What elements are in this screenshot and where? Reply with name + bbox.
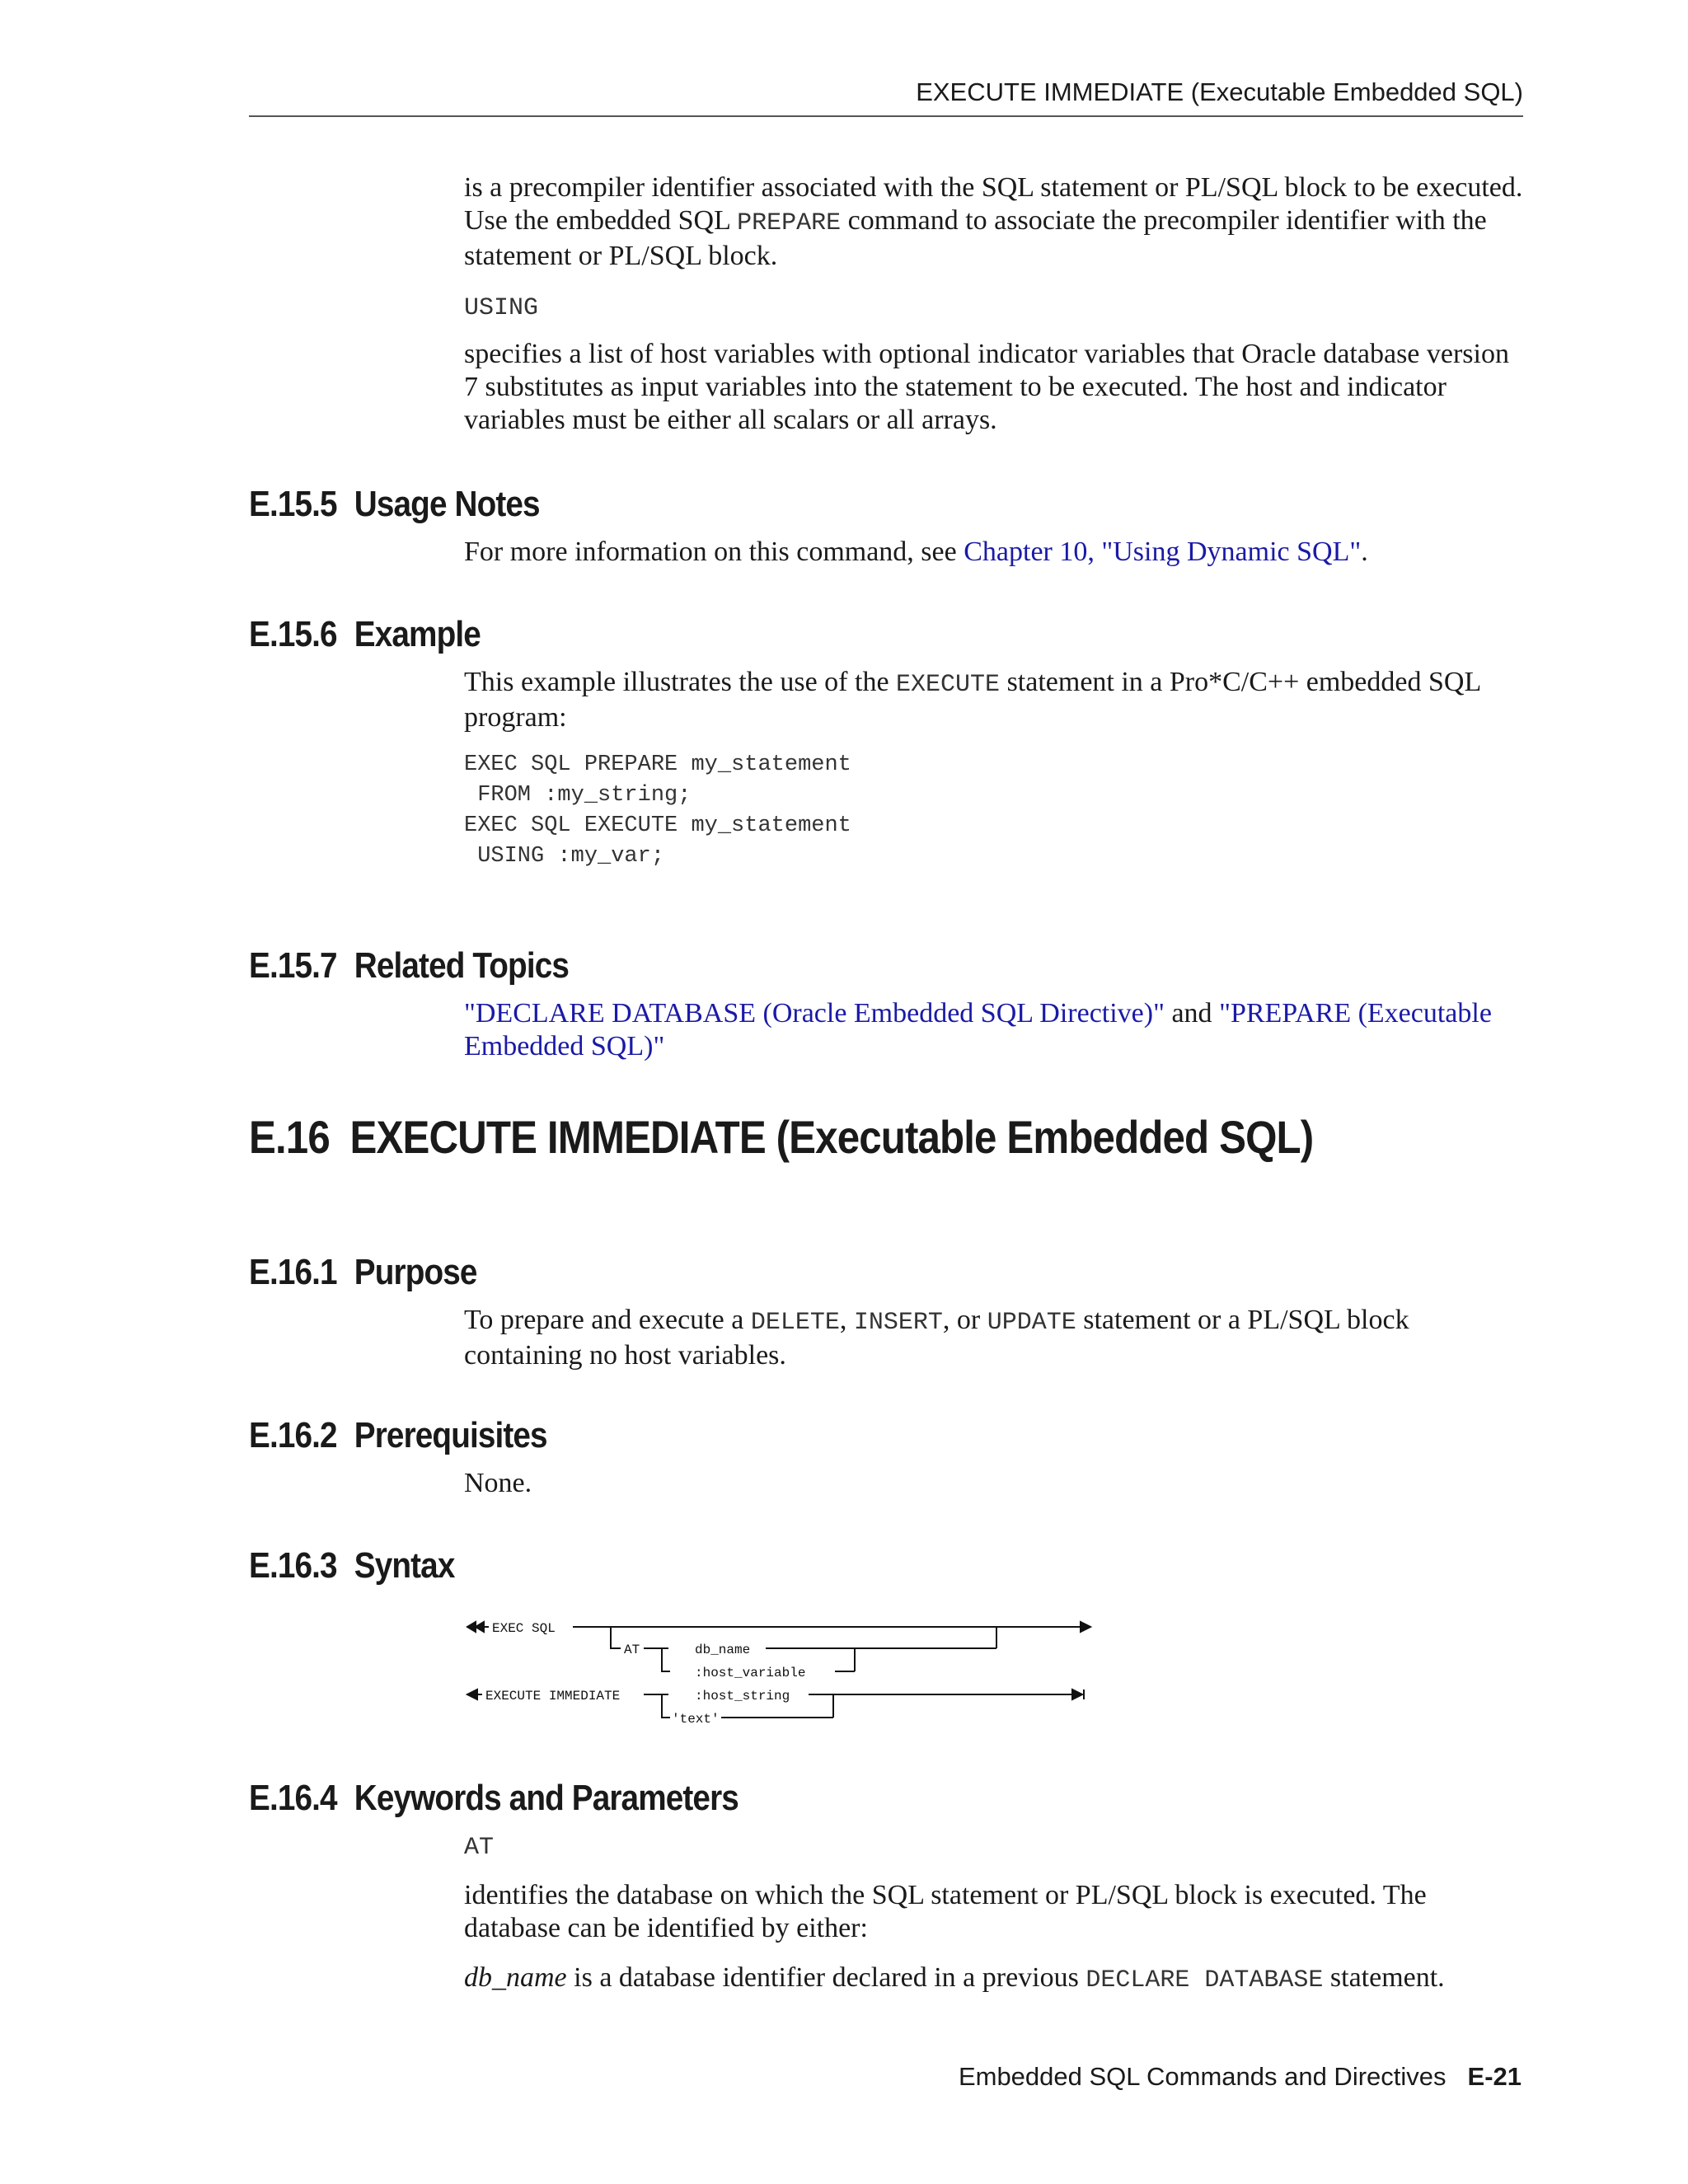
section-heading-keywords: E.16.4 Keywords and Parameters [249,1778,738,1818]
at-description: identifies the database on which the SQL statement or PL/SQL block is executed. The database can be identified by either: [464,1880,1427,1943]
footer-title: Embedded SQL Commands and Directives [958,2062,1447,2091]
execute-keyword: EXECUTE [896,671,1001,699]
text-literal-param: 'text' [672,1712,720,1727]
section-heading-related-topics: E.15.7 Related Topics [249,945,570,986]
host-variable-param: :host_variable [695,1666,806,1680]
related-topics-paragraph: "DECLARE DATABASE (Oracle Embedded SQL Directive)" and "PREPARE (Executable Embedded SQL)" [464,998,1492,1062]
db-name-description: db_name is a database identifier declared in a previous DECLARE DATABASE statement. [464,1962,1445,1994]
delete-keyword: DELETE [750,1309,840,1337]
usage-notes-paragraph: For more information on this command, see Chapter 10, "Using Dynamic SQL". [464,537,1368,567]
update-keyword: UPDATE [987,1309,1076,1337]
declare-database-link[interactable]: "DECLARE DATABASE (Oracle Embedded SQL Directive)" [464,998,1165,1029]
exec-sql-keyword: EXEC SQL [492,1621,556,1636]
section-heading-purpose: E.16.1 Purpose [249,1252,477,1292]
example-paragraph: This example illustrates the use of the EXECUTE statement in a Pro*C/C++ embedded SQL program: [464,667,1480,733]
purpose-paragraph: To prepare and execute a DELETE, INSERT, or UPDATE statement or a PL/SQL block containing no host variables. [464,1305,1409,1371]
start-double-arrow-icon [467,1622,484,1632]
chapter-section-heading: E.16 EXECUTE IMMEDIATE (Executable Embedded SQL) [249,1111,1314,1163]
section-heading-example: E.15.6 Example [249,614,481,654]
using-keyword: USING [464,294,539,322]
section-heading-syntax: E.16.3 Syntax [249,1545,455,1586]
section-heading-usage-notes: E.15.5 Usage Notes [249,484,540,524]
end-arrow-icon [1072,1690,1082,1699]
continuation-arrow-icon [467,1690,477,1699]
page-number: E-21 [1467,2062,1522,2091]
section-heading-prerequisites: E.16.2 Prerequisites [249,1415,547,1455]
continue-arrow-icon [1081,1622,1090,1632]
insert-keyword: INSERT [853,1309,943,1337]
at-keyword-term: AT [464,1834,495,1862]
execute-immediate-keyword: EXECUTE IMMEDIATE [485,1689,621,1704]
example-code-block: EXEC SQL PREPARE my_statement FROM :my_string; EXEC SQL EXECUTE my_statement USING :my_var; [464,752,851,869]
prepare-link[interactable]: "PREPARE (Executable Embedded SQL)" [464,998,1492,1062]
page-footer [959,2060,1522,2093]
at-keyword: AT [624,1643,640,1657]
running-header: EXECUTE IMMEDIATE (Executable Embedded SQL) [249,73,1523,117]
host-string-param: :host_string [695,1689,790,1704]
prerequisites-paragraph: None. [464,1468,532,1498]
chapter-10-link[interactable]: Chapter 10, "Using Dynamic SQL" [964,537,1362,567]
syntax-railroad-diagram [464,1607,1099,1731]
declare-database-keyword: DECLARE DATABASE [1085,1966,1324,1994]
intro-paragraph: is a precompiler identifier associated with the SQL statement or PL/SQL block to be executed. Use the embedded SQL PREPARE command to associate the precompiler identifier with the statement or PL/SQL block. [464,172,1523,271]
prepare-keyword: PREPARE [737,209,842,237]
db-name-param: db_name [695,1643,751,1657]
using-description: specifies a list of host variables with optional indicator variables that Oracle database version 7 substitutes as input variables into the statement to be executed. The host and indicator variables must be either all scalars or all arrays. [464,339,1509,435]
